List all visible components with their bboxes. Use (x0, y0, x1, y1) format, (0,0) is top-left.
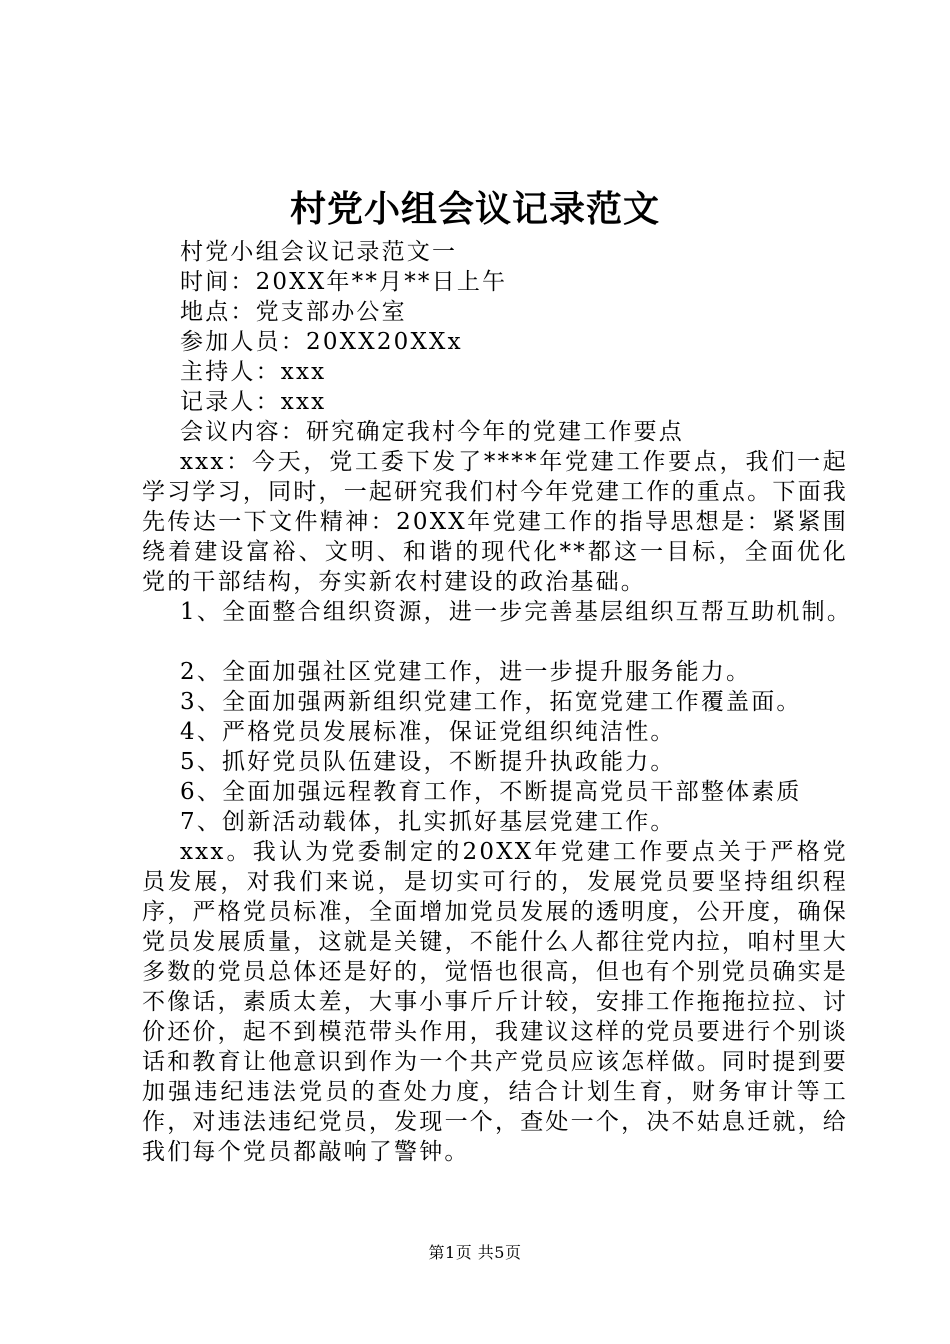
point-item-6: 6、全面加强远程教育工作，不断提高党员干部整体素质 (180, 779, 802, 805)
blank-line (142, 627, 848, 657)
point-item-3: 3、全面加强两新组织党建工作，拓宽党建工作覆盖面。 (180, 689, 802, 715)
meeting-content-line: 会议内容：研究确定我村今年的党建工作要点 (180, 419, 684, 445)
document-title: 村党小组会议记录范文 (289, 188, 660, 230)
recorder-line: 记录人：xxx (180, 389, 327, 415)
time-line: 时间：20XX年**月**日上午 (180, 269, 508, 295)
point-item-4: 4、严格党员发展标准，保证党组织纯洁性。 (180, 719, 676, 745)
attendees-line: 参加人员：20XX20XXx (180, 329, 463, 355)
paragraph-opening: xxx：今天，党工委下发了****年党建工作要点，我们一起学习学习，同时，一起研究我们村今年党建工作的重点。下面我先传达一下文件精神：20XX年党建工作的指导思想是：紧紧围绕着建设富裕、文明、和谐的现代化**都这一目标，全面优化党的干部结构，夯实新农村建设的政治基础。 (142, 449, 848, 595)
point-item-5: 5、抓好党员队伍建设，不断提升执政能力。 (180, 749, 676, 775)
page-footer: 第1页 共5页 (428, 1243, 522, 1262)
document-body (142, 237, 853, 1167)
location-line: 地点：党支部办公室 (180, 299, 407, 325)
host-line: 主持人：xxx (180, 359, 327, 385)
point-item-2: 2、全面加强社区党建工作，进一步提升服务能力。 (180, 659, 752, 685)
point-item-1: 1、全面整合组织资源，进一步完善基层组织互帮互助机制。 (180, 599, 853, 625)
paragraph-discussion: xxx。我认为党委制定的20XX年党建工作要点关于严格党员发展，对我们来说，是切实可行的，发展党员要坚持组织程序，严格党员标准，全面增加党员发展的透明度，公开度，确保党员发展质量，这就是关键，不能什么人都往党内拉，咱村里大多数的党员总体还是好的，觉悟也很高，但也有个别党员确实是不像话，素质太差，大事小事斤斤计较，安排工作拖拖拉拉、讨价还价，起不到模范带头作用，我建议这样的党员要进行个别谈话和教育让他意识到作为一个共产党员应该怎样做。同时提到要加强违纪违法党员的查处力度，结合计划生育，财务审计等工作，对违法违纪党员，发现一个，查处一个，决不姑息迁就，给我们每个党员都敲响了警钟。 (142, 839, 848, 1165)
subtitle-line: 村党小组会议记录范文一 (180, 239, 458, 265)
point-item-7: 7、创新活动载体，扎实抓好基层党建工作。 (180, 809, 676, 835)
